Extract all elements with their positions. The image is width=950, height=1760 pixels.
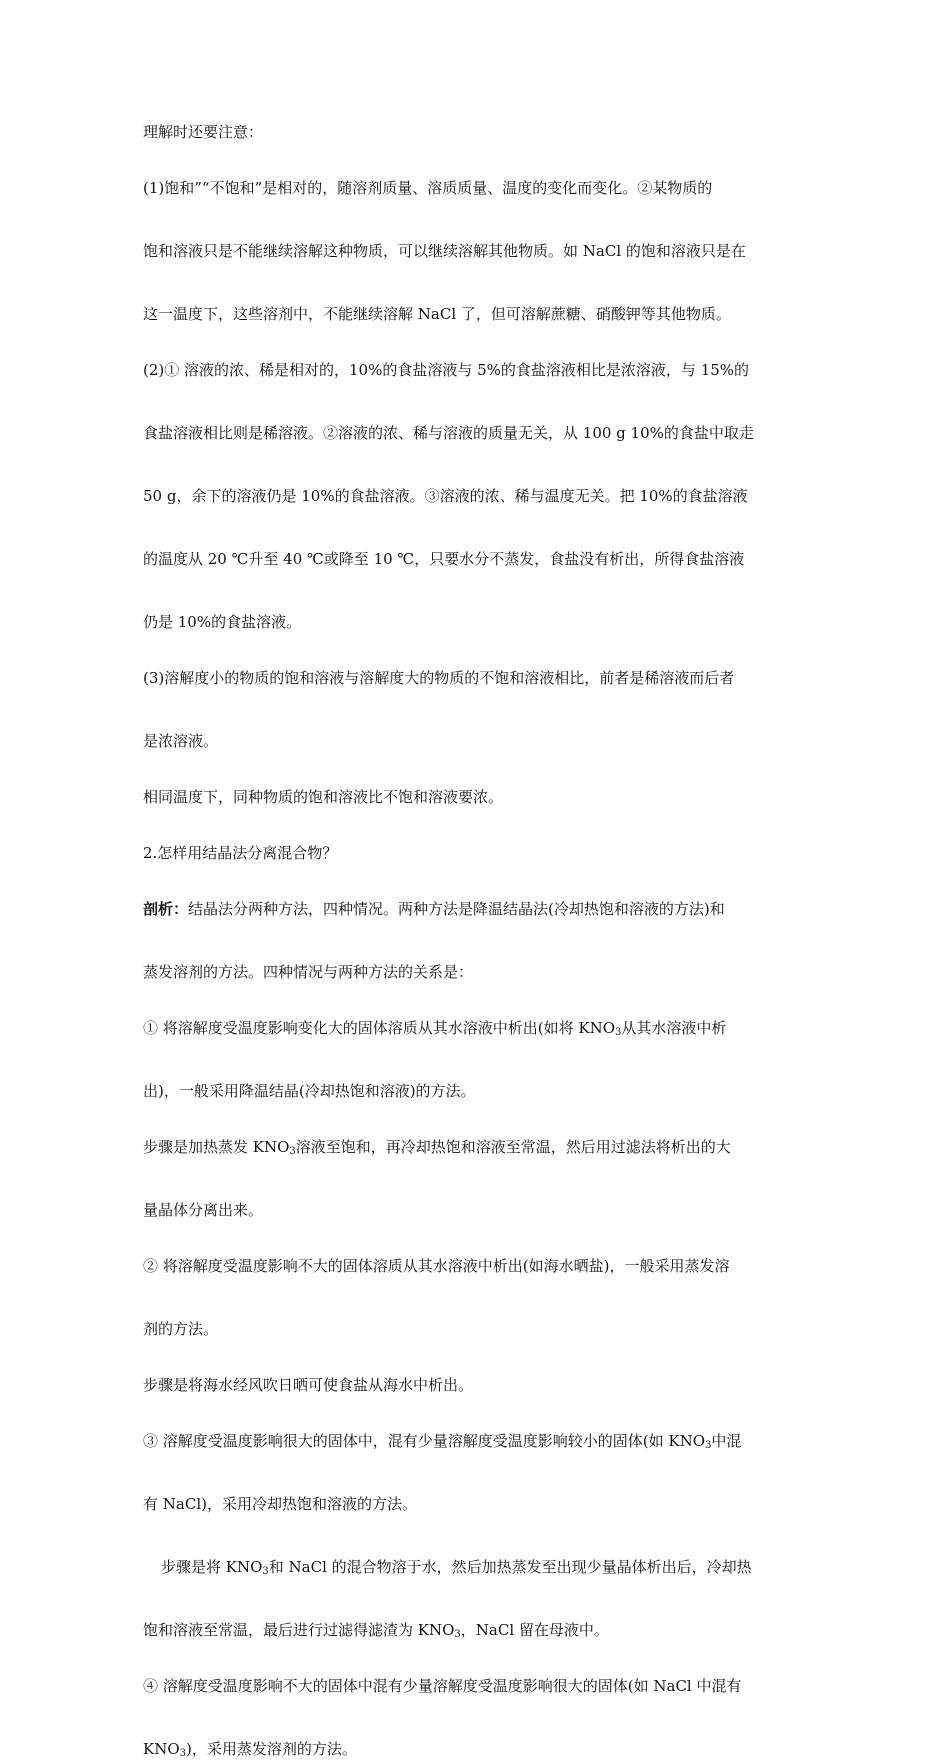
text-line: 剂的方法。 [143,1320,219,1338]
text-line: 蒸发溶剂的方法。四种情况与两种方法的关系是： [143,963,474,981]
text-line: (2)① 溶液的浓、稀是相对的，10%的食盐溶液与 5%的食盐溶液相比是浓溶液，与 15%的 [143,361,750,379]
text-line: ① 将溶解度受温度影响变化大的固体溶质从其水溶液中析出(如将 $KNO_3$从其水溶液中析 [143,1019,727,1038]
text-line: ② 将溶解度受温度影响不大的固体溶质从其水溶液中析出(如海水晒盐)，一般采用蒸发溶 [143,1257,730,1275]
text-line: 饱和溶液只是不能继续溶解这种物质，可以继续溶解其他物质。如 NaCl 的饱和溶液只是在 [143,242,746,260]
text-line: ③ 溶解度受温度影响很大的固体中，混有少量溶解度受温度影响较小的固体(如 $KNO_3$中混 [143,1432,742,1451]
text-line: 理解时还要注意： [143,123,264,141]
text-line: 仍是 10%的食盐溶液。 [143,613,302,631]
text-line: 这一温度下，这些溶剂中，不能继续溶解 NaCl 了，但可溶解蔗糖、硝酸钾等其他物质。 [143,305,731,323]
question-heading: 2.怎样用结晶法分离混合物？ [143,844,338,862]
text-line: 步骤是将 $KNO_3$和 NaCl 的混合物溶于水，然后加热蒸发至出现少量晶体析出后，冷却热 [161,1558,752,1577]
text-line: $KNO_3$)，采用蒸发溶剂的方法。 [143,1740,357,1759]
text-line: 是浓溶液。 [143,732,219,750]
text-line: 50 g，余下的溶液仍是 10%的食盐溶液。③溶液的浓、稀与温度无关。把 10%的食盐溶液 [143,487,748,505]
document-body [143,122,810,1760]
text-line: (1)饱和”“不饱和”是相对的，随溶剂质量、溶质质量、温度的变化而变化。②某物质的 [143,179,713,197]
text-line: 的温度从 20 ℃升至 40 ℃或降至 10 ℃，只要水分不蒸发，食盐没有析出，所得食盐溶液 [143,550,745,568]
analysis-label: 剖析： [143,900,189,918]
text-line: 量晶体分离出来。 [143,1201,264,1219]
text-line: 出)，一般采用降温结晶(冷却热饱和溶液)的方法。 [143,1082,476,1100]
text-line: 步骤是加热蒸发 $KNO_3$溶液至饱和，再冷却热饱和溶液至常温，然后用过滤法将析出的大 [143,1138,731,1157]
text-line: ④ 溶解度受温度影响不大的固体中混有少量溶解度受温度影响很大的固体(如 NaCl 中混有 [143,1677,742,1695]
text-line: (3)溶解度小的物质的饱和溶液与溶解度大的物质的不饱和溶液相比，前者是稀溶液而后者 [143,669,735,687]
text-line: 饱和溶液至常温，最后进行过滤得滤渣为 $KNO_3$，NaCl 留在母液中。 [143,1621,609,1640]
text-line: 剖析：结晶法分两种方法，四种情况。两种方法是降温结晶法(冷却热饱和溶液的方法)和 [143,900,725,918]
text-line: 步骤是将海水经风吹日晒可使食盐从海水中析出。 [143,1376,474,1394]
text-line: 相同温度下，同种物质的饱和溶液比不饱和溶液要浓。 [143,788,504,806]
text-line: 食盐溶液相比则是稀溶液。②溶液的浓、稀与溶液的质量无关，从 100 g 10%的食盐中取走 [143,424,754,442]
text-line: 有 NaCl)，采用冷却热饱和溶液的方法。 [143,1495,417,1513]
